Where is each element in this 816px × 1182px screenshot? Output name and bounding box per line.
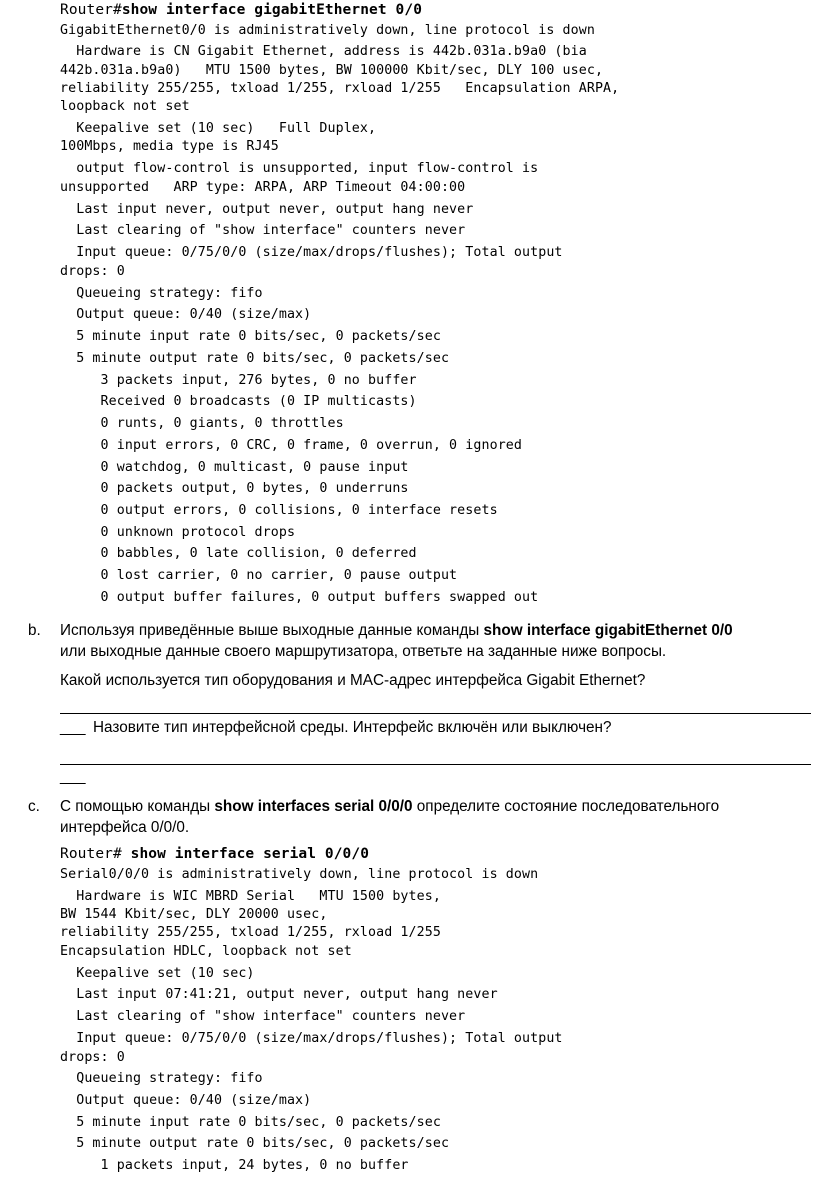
cli-line: drops: 0: [60, 264, 125, 279]
cli-prompt: Router#: [60, 846, 131, 862]
cli-prompt-line-2: [60, 845, 369, 863]
question-2: Назовите тип интерфейсной среды. Интерфейс включён или выключен?: [93, 719, 612, 736]
question-1: Какой используется тип оборудования и MAC-адрес интерфейса Gigabit Ethernet?: [60, 672, 646, 689]
cli-line: Last input 07:41:21, output never, output hang never: [60, 987, 498, 1002]
cli-line: GigabitEthernet0/0 is administratively down, line protocol is down: [60, 23, 595, 38]
cli-prompt-line-1: [60, 1, 422, 19]
cli-line: reliability 255/255, txload 1/255, rxload 1/255 Encapsulation ARPA,: [60, 81, 620, 96]
cli-line: Hardware is WIC MBRD Serial MTU 1500 bytes,: [60, 889, 441, 904]
cli-line: loopback not set: [60, 99, 190, 114]
cli-line: Keepalive set (10 sec) Full Duplex,: [60, 121, 377, 136]
cli-line: 0 watchdog, 0 multicast, 0 pause input: [60, 460, 409, 475]
step-b-text: Используя приведённые выше выходные данные команды: [60, 622, 484, 639]
step-b-command: show interface gigabitEthernet 0/0: [483, 622, 733, 639]
cli-prompt: Router#: [60, 2, 122, 18]
cli-line: 0 packets output, 0 bytes, 0 underruns: [60, 481, 409, 496]
cli-line: 0 babbles, 0 late collision, 0 deferred: [60, 546, 417, 561]
cli-line: Hardware is CN Gigabit Ethernet, address is 442b.031a.b9a0 (bia: [60, 44, 587, 59]
cli-line: 0 output errors, 0 collisions, 0 interface resets: [60, 503, 498, 518]
cli-line: BW 1544 Kbit/sec, DLY 20000 usec,: [60, 907, 328, 922]
cli-line: 100Mbps, media type is RJ45: [60, 139, 279, 154]
answer-line-2: [60, 764, 811, 765]
cli-line: Output queue: 0/40 (size/max): [60, 1093, 312, 1108]
cli-line: Keepalive set (10 sec): [60, 966, 255, 981]
step-c-letter: c.: [28, 798, 40, 815]
cli-line: 5 minute input rate 0 bits/sec, 0 packets/sec: [60, 329, 441, 344]
cli-line: Last clearing of "show interface" counters never: [60, 1009, 466, 1024]
cli-command: show interface gigabitEthernet 0/0: [121, 2, 423, 18]
cli-line: Encapsulation HDLC, loopback not set: [60, 944, 352, 959]
cli-line: 0 lost carrier, 0 no carrier, 0 pause output: [60, 568, 458, 583]
cli-line: Queueing strategy: fifo: [60, 286, 263, 301]
cli-line: 442b.031a.b9a0) MTU 1500 bytes, BW 100000 Kbit/sec, DLY 100 usec,: [60, 63, 604, 78]
cli-line: 0 input errors, 0 CRC, 0 frame, 0 overrun, 0 ignored: [60, 438, 523, 453]
cli-line: 5 minute output rate 0 bits/sec, 0 packets/sec: [60, 351, 450, 366]
cli-line: Received 0 broadcasts (0 IP multicasts): [60, 394, 417, 409]
step-b-instruction: [60, 621, 733, 641]
cli-line: 0 output buffer failures, 0 output buffers swapped out: [60, 590, 539, 605]
cli-line: 5 minute output rate 0 bits/sec, 0 packets/sec: [60, 1136, 450, 1151]
cli-line: 0 runts, 0 giants, 0 throttles: [60, 416, 344, 431]
cli-line: Input queue: 0/75/0/0 (size/max/drops/flushes); Total output: [60, 1031, 563, 1046]
cli-line: Last input never, output never, output hang never: [60, 202, 474, 217]
cli-line: Input queue: 0/75/0/0 (size/max/drops/flushes); Total output: [60, 245, 563, 260]
cli-line: Output queue: 0/40 (size/max): [60, 307, 312, 322]
cli-line: 3 packets input, 276 bytes, 0 no buffer: [60, 373, 417, 388]
step-b-letter: b.: [28, 622, 41, 639]
answer-line-1: [60, 713, 811, 714]
cli-line: drops: 0: [60, 1050, 125, 1065]
cli-line: unsupported ARP type: ARPA, ARP Timeout 04:00:00: [60, 180, 466, 195]
question-3-blank: ___: [60, 768, 86, 785]
step-c-command: show interfaces serial 0/0/0: [214, 798, 413, 815]
step-b-instruction-line2: или выходные данные своего маршрутизатора, ответьте на заданные ниже вопросы.: [60, 643, 667, 660]
cli-line: output flow-control is unsupported, input flow-control is: [60, 161, 539, 176]
cli-line: Serial0/0/0 is administratively down, line protocol is down: [60, 867, 539, 882]
cli-line: Last clearing of "show interface" counters never: [60, 223, 466, 238]
cli-line: Queueing strategy: fifo: [60, 1071, 263, 1086]
cli-line: 5 minute input rate 0 bits/sec, 0 packets/sec: [60, 1115, 441, 1130]
cli-command: show interface serial 0/0/0: [130, 846, 370, 862]
cli-line: 0 unknown protocol drops: [60, 525, 296, 540]
step-c-instruction: [60, 797, 719, 817]
cli-line: 1 packets input, 24 bytes, 0 no buffer: [60, 1158, 409, 1173]
step-c-text-after: определите состояние последовательного: [412, 798, 720, 815]
step-c-instruction-line2: интерфейса 0/0/0.: [60, 819, 190, 836]
cli-line: reliability 255/255, txload 1/255, rxload 1/255: [60, 925, 441, 940]
step-c-text: С помощью команды: [60, 798, 215, 815]
question-2-blank: ___: [60, 719, 86, 736]
